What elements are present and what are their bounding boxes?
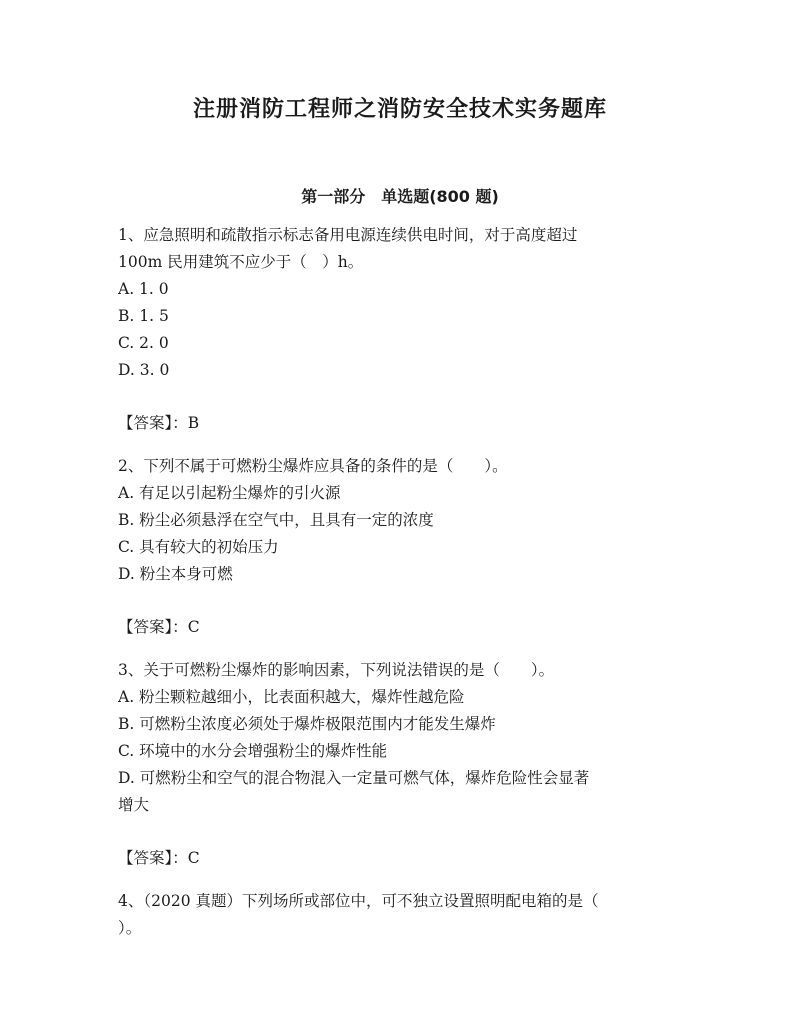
question-1 [118, 222, 678, 437]
option-b: B. 可燃粉尘浓度必须处于爆炸极限范围内才能发生爆炸 [118, 715, 496, 733]
question-stem-line: 100m 民用建筑不应少于（ ）h。 [118, 253, 364, 271]
question-stem-line: ）。 [118, 919, 142, 937]
answer-value: B [187, 414, 200, 432]
option-a: A. 有足以引起粉尘爆炸的引火源 [118, 484, 341, 502]
answer-value: C [187, 618, 200, 636]
answer-value: C [187, 849, 200, 867]
question-stem-line: 4、（2020 真题）下列场所或部位中，可不独立设置照明配电箱的是（ [118, 892, 599, 910]
answer-label: 【答案】： [118, 414, 188, 432]
option-c: C. 具有较大的初始压力 [118, 538, 279, 556]
option-c: C. 2. 0 [118, 334, 169, 352]
option-d: D. 3. 0 [118, 361, 170, 379]
option-c: C. 环境中的水分会增强粉尘的爆炸性能 [118, 742, 388, 760]
option-d-continued: 增大 [118, 796, 150, 814]
option-d: D. 粉尘本身可燃 [118, 565, 233, 583]
question-stem-line: 2、下列不属于可燃粉尘爆炸应具备的条件的是（ ）。 [118, 457, 508, 475]
question-stem-line: 3、关于可燃粉尘爆炸的影响因素，下列说法错误的是（ ）。 [118, 661, 555, 679]
question-4 [118, 888, 678, 942]
answer-line [118, 410, 678, 437]
option-a: A. 粉尘颗粒越细小，比表面积越大，爆炸性越危险 [118, 688, 465, 706]
document-title: 注册消防工程师之消防安全技术实务题库 [192, 97, 607, 122]
answer-label: 【答案】： [118, 849, 188, 867]
section-heading: 第一部分 单选题(800 题) [301, 187, 499, 206]
answer-label: 【答案】： [118, 618, 188, 636]
option-d: D. 可燃粉尘和空气的混合物混入一定量可燃气体，爆炸危险性会显著 [118, 769, 590, 787]
answer-line [118, 845, 678, 872]
option-b: B. 1. 5 [118, 307, 169, 325]
question-2 [118, 453, 678, 641]
question-3 [118, 657, 678, 872]
option-b: B. 粉尘必须悬浮在空气中，且具有一定的浓度 [118, 511, 434, 529]
option-a: A. 1. 0 [118, 280, 169, 298]
question-stem-line: 1、应急照明和疏散指示标志备用电源连续供电时间，对于高度超过 [118, 226, 578, 244]
answer-line [118, 614, 678, 641]
